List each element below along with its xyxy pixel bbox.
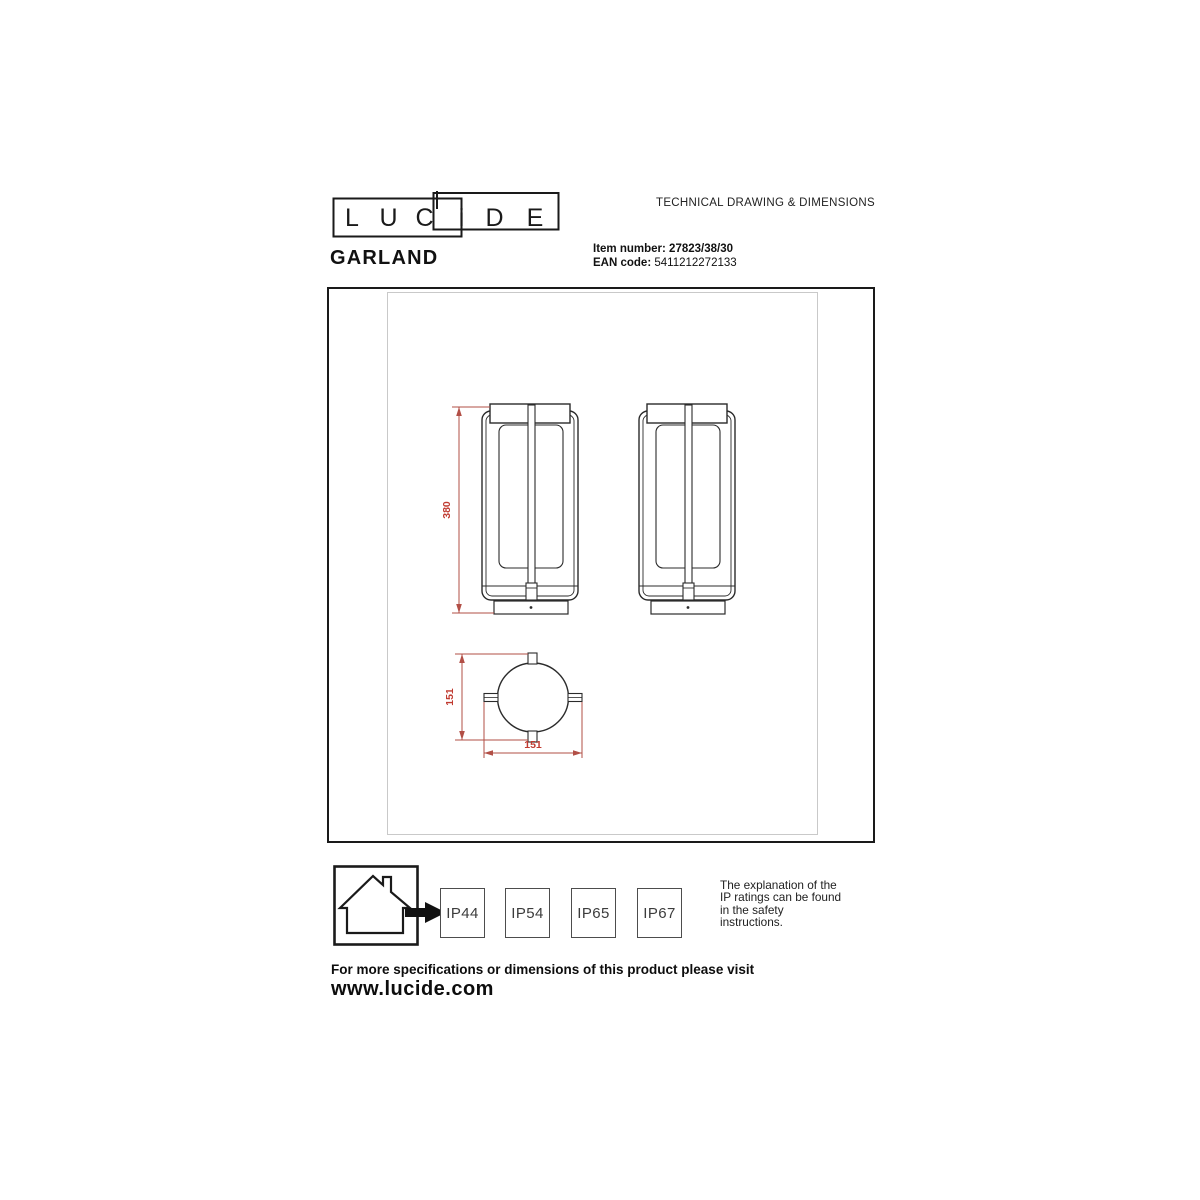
product-codes [593, 242, 737, 270]
side-view-drawing [639, 404, 735, 614]
ean-label: EAN code: [593, 257, 652, 269]
logo-letters: L U C i D E [345, 204, 544, 232]
ip-note-line: IP ratings can be found [720, 890, 842, 905]
item-number-value: 27823/38/30 [669, 243, 733, 255]
front-view-drawing [482, 404, 578, 614]
height-dimension-label: 380 [441, 501, 453, 519]
ip-note-line: instructions. [720, 915, 783, 930]
item-number-row [593, 242, 737, 256]
item-number-label: Item number: [593, 243, 666, 255]
document-title: TECHNICAL DRAWING & DIMENSIONS [656, 197, 875, 209]
top-view-drawing [484, 653, 582, 742]
ean-value: 5411212272133 [654, 257, 737, 269]
website-text: www.lucide.com [331, 978, 494, 1000]
top-view-width-label: 151 [524, 739, 542, 751]
lucide-logo [331, 190, 563, 240]
ip-note-line: The explanation of the [720, 878, 837, 892]
ip-rating-badge-ip44: IP44 [440, 888, 485, 938]
ip-rating-badge-ip54: IP54 [505, 888, 550, 938]
more-specifications-text: For more specifications or dimensions of this product please visit [331, 962, 755, 977]
ean-row [593, 256, 737, 270]
product-name: GARLAND [330, 247, 439, 269]
technical-drawing [327, 287, 875, 843]
top-view-height-label: 151 [444, 688, 456, 706]
house-outline [340, 876, 410, 933]
ip-rating-badge-ip67: IP67 [637, 888, 682, 938]
ip-note-line: in the safety [720, 902, 784, 917]
ip-ratings-note [720, 879, 880, 929]
ip-rating-badge-ip65: IP65 [571, 888, 616, 938]
